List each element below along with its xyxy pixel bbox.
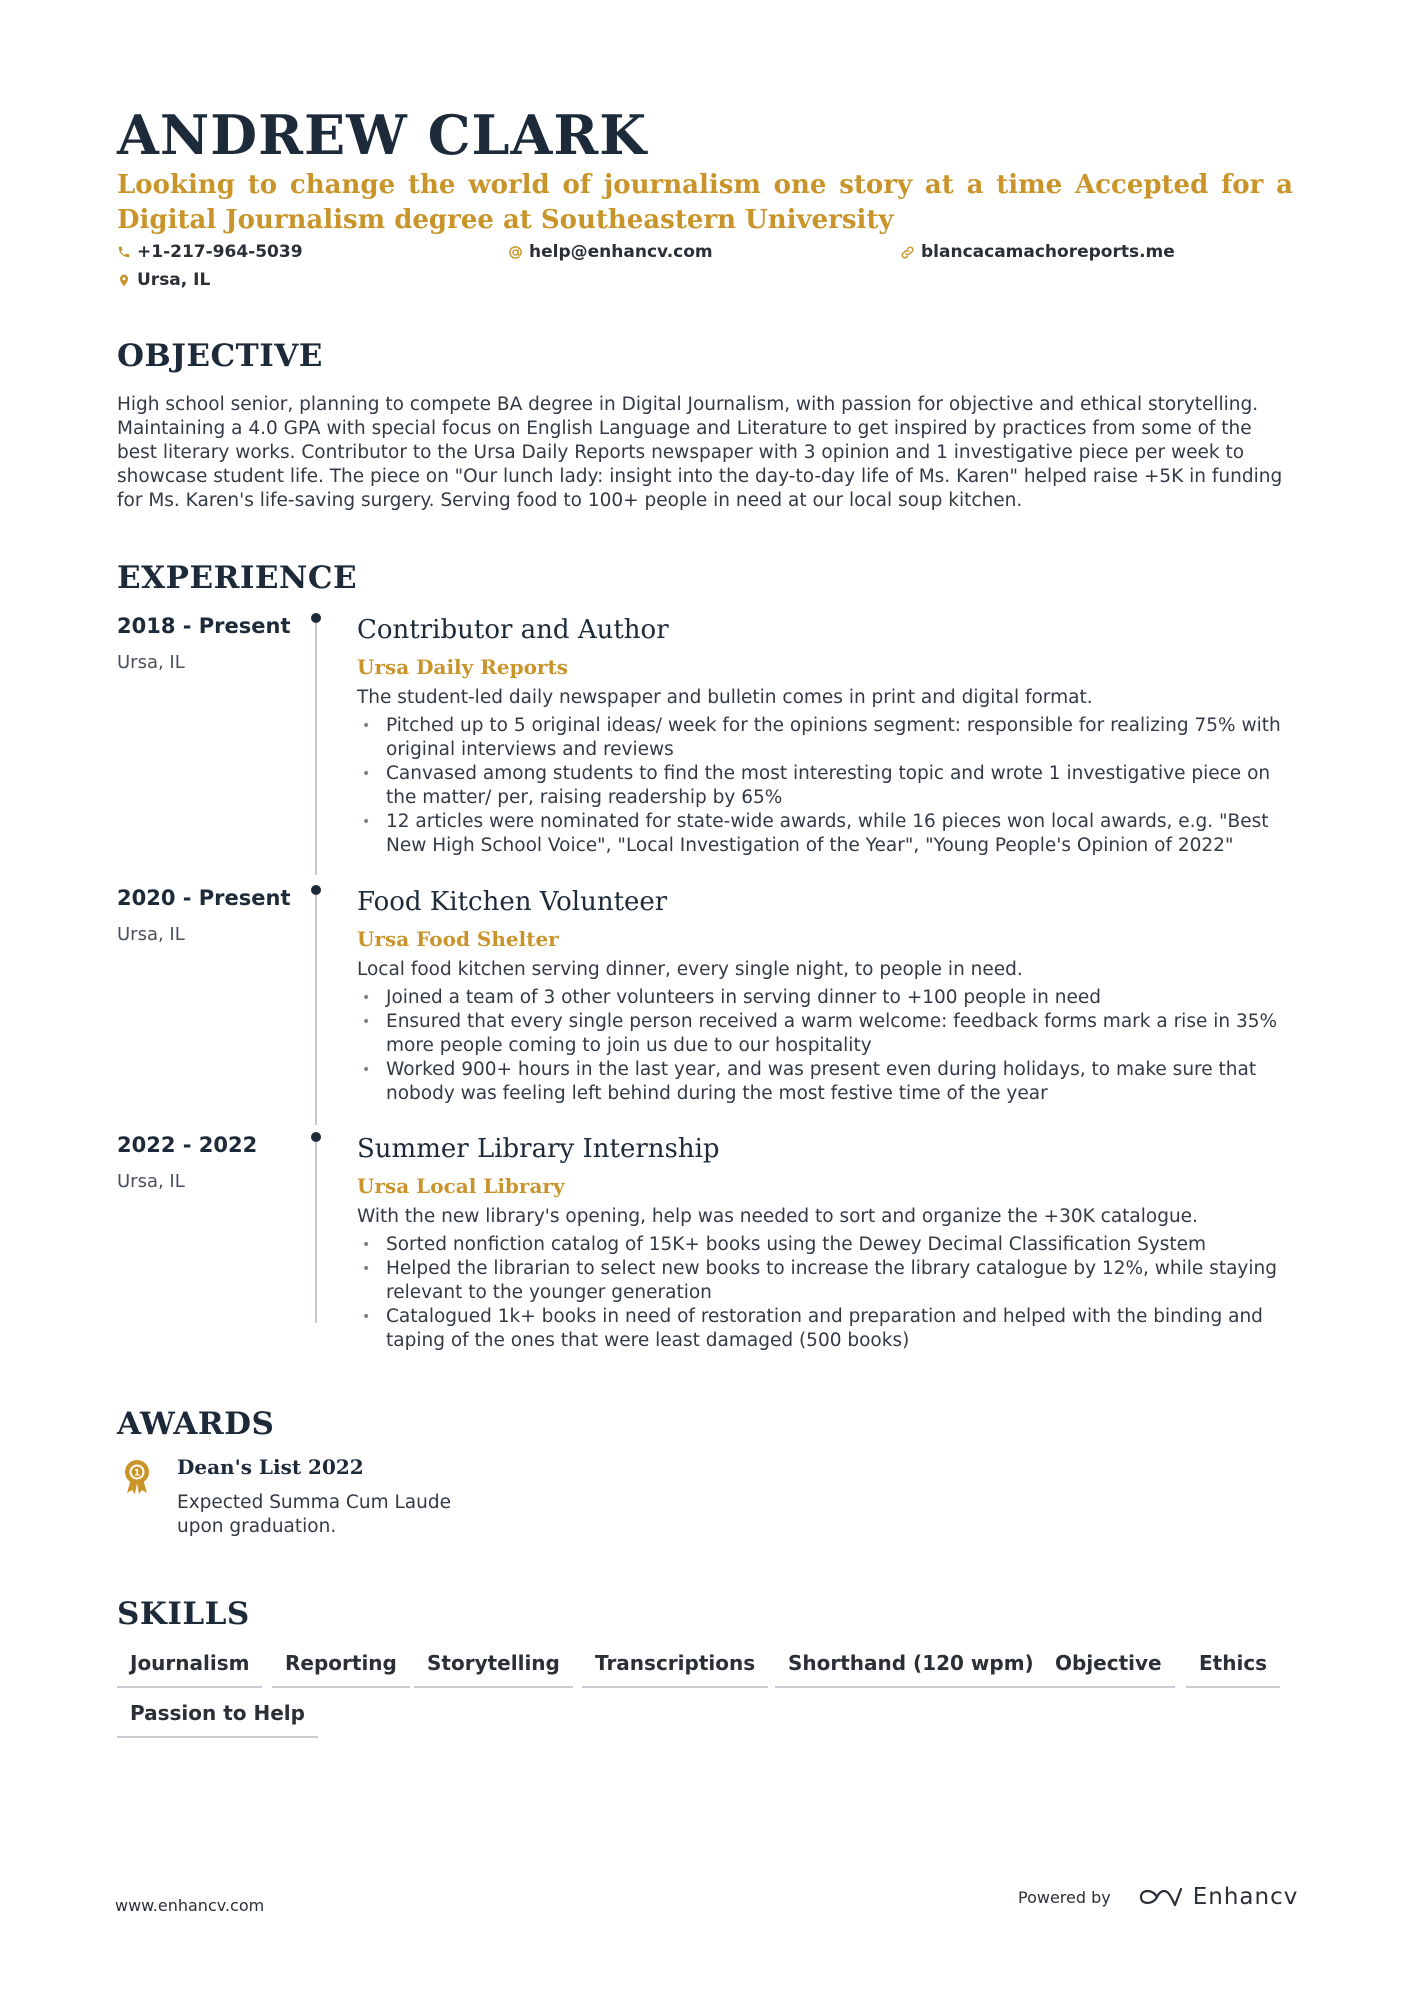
enhancv-logo[interactable] [1137,1884,1299,1910]
skill-tag: Reporting [272,1650,410,1688]
experience-bullet: • Helped the librarian to select new books to increase the library catalogue by 12%, while staying relevant to the younger generation [357,1257,1293,1305]
skill-tag: Transcriptions [582,1650,768,1688]
enhancv-logo-icon [1137,1885,1183,1909]
experience-company: Ursa Local Library [357,1174,565,1198]
skill-tag: Passion to Help [117,1700,318,1738]
experience-bullet: • 12 articles were nominated for state-wide awards, while 16 pieces won local awards, e.g. "Best New High School Voice", "Local Investigation of the Year", "Young People's Opinion of 2022" [357,810,1293,858]
contact-phone[interactable] [117,242,303,262]
experience-bullets [357,1233,1293,1353]
experience-role: Food Kitchen Volunteer [357,887,668,917]
experience-bullet: • Sorted nonfiction catalog of 15K+ books using the Dewey Decimal Classification System [357,1233,1293,1257]
experience-description: Local food kitchen serving dinner, every single night, to people in need. [357,959,1023,980]
experience-date: 2018 - Present [117,614,291,638]
objective-heading: OBJECTIVE [117,338,323,374]
link-icon [900,245,915,260]
timeline-dot [311,613,321,623]
experience-date: 2022 - 2022 [117,1133,258,1157]
contact-location [117,270,210,290]
powered-by-text: Powered by [1018,1887,1111,1907]
phone-icon [117,245,131,259]
svg-text:1: 1 [133,1468,141,1479]
website-text: blancacamachoreports.me [921,242,1175,262]
timeline-line [315,895,317,1125]
award-description: Expected Summa Cum Laude upon graduation. [177,1492,451,1537]
contact-website[interactable] [900,242,1175,262]
headline: Looking to change the world of journalism one story at a time Accepted for a Digital Journalism degree at Southeastern University [117,170,1293,235]
experience-item [117,1131,1293,1371]
experience-description: The student-led daily newspaper and bulletin comes in print and digital format. [357,687,1093,708]
skills-heading: SKILLS [117,1596,250,1632]
award-ribbon-icon [122,1459,152,1495]
footer-website[interactable]: www.enhancv.com [115,1896,265,1915]
timeline-dot [311,1132,321,1142]
skill-tag: Ethics [1186,1650,1280,1688]
timeline-dot [311,885,321,895]
experience-heading: EXPERIENCE [117,560,358,596]
experience-bullets [357,986,1293,1106]
experience-location: Ursa, IL [117,652,185,673]
timeline-line [315,623,317,875]
experience-role: Summer Library Internship [357,1134,720,1164]
experience-bullet: • Joined a team of 3 other volunteers in serving dinner to +100 people in need [357,986,1293,1010]
experience-description: With the new library's opening, help was needed to sort and organize the +30K catalogue. [357,1206,1198,1227]
award-title: Dean's List 2022 [177,1455,364,1479]
enhancv-brand-text: Enhancv [1192,1884,1299,1910]
experience-company: Ursa Daily Reports [357,655,568,679]
contact-email[interactable] [508,242,713,262]
experience-location: Ursa, IL [117,1171,185,1192]
candidate-name: ANDREW CLARK [117,103,648,167]
skill-tag: Objective [1042,1650,1175,1688]
skill-tag: Shorthand (120 wpm) [775,1650,1047,1688]
experience-item [117,612,1293,872]
phone-text: +1-217-964-5039 [137,242,303,262]
at-icon [508,245,523,260]
footer-branding [1018,1884,1298,1910]
objective-text: High school senior, planning to compete BA degree in Digital Journalism, with passion for objective and ethical storytelling. Maintaining a 4.0 GPA with special focus on English Language and Literature to get inspired by practices from some of the best literary works. Contributor to the Ursa Daily Reports newspaper with 3 opinion and 1 investigative piece per week to showcase student life. The piece on "Our lunch lady: insight into the day-to-day life of Ms. Karen" helped raise +5K in funding for Ms. Karen's life-saving surgery. Serving food to 100+ people in need at our local soup kitchen. [117,394,1283,511]
experience-bullets [357,714,1293,858]
experience-bullet: • Catalogued 1k+ books in need of restoration and preparation and helped with the binding and taping of the ones that were least damaged (500 books) [357,1305,1293,1353]
awards-heading: AWARDS [117,1406,275,1442]
experience-bullet: • Canvased among students to find the most interesting topic and wrote 1 investigative piece on the matter/ per, raising readership by 65% [357,762,1293,810]
experience-item [117,884,1293,1124]
skill-tag: Journalism [117,1650,262,1688]
skill-tag: Storytelling [414,1650,573,1688]
location-text: Ursa, IL [137,270,211,290]
experience-bullet: • Pitched up to 5 original ideas/ week for the opinions segment: responsible for realizing 75% with original interviews and reviews [357,714,1293,762]
experience-bullet: • Ensured that every single person received a warm welcome: feedback forms mark a rise in 35% more people coming to join us due to our hospitality [357,1010,1293,1058]
experience-location: Ursa, IL [117,924,185,945]
experience-date: 2020 - Present [117,886,291,910]
experience-role: Contributor and Author [357,615,669,645]
experience-bullet: • Worked 900+ hours in the last year, and was present even during holidays, to make sure that nobody was feeling left behind during the most festive time of the year [357,1058,1293,1106]
timeline-line [315,1142,317,1323]
location-pin-icon [117,273,131,288]
experience-company: Ursa Food Shelter [357,927,559,951]
email-text: help@enhancv.com [529,242,713,262]
